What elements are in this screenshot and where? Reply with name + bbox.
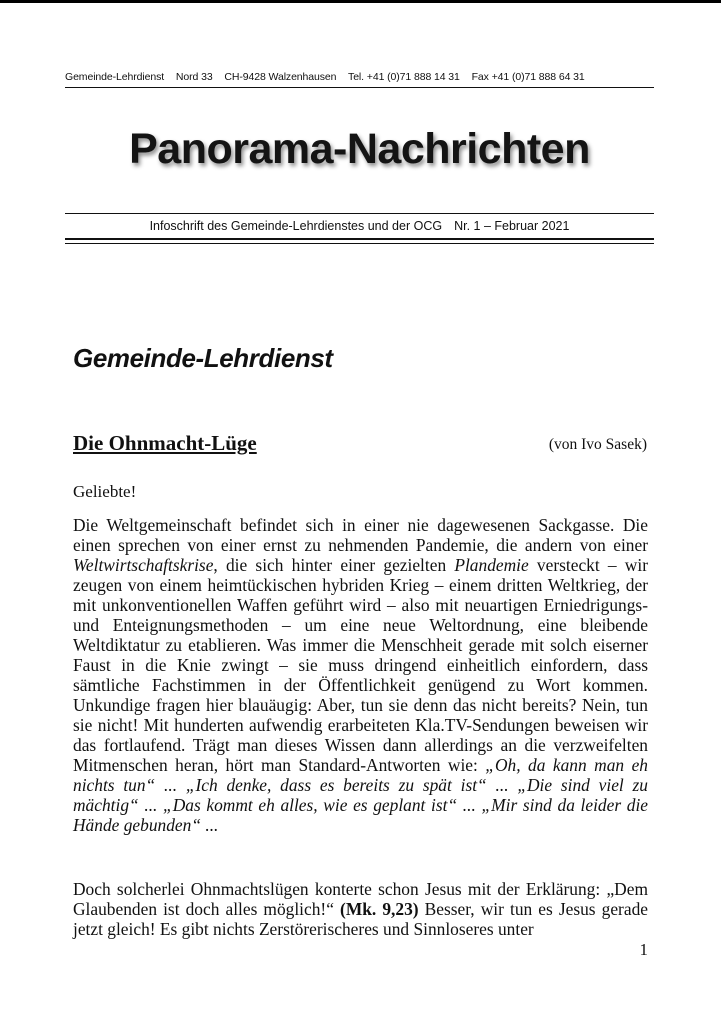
emphasis-weltwirtschaftskrise: Weltwirtschaftskrise [73,555,214,575]
masthead-rule-top [65,213,654,214]
masthead-title: Panorama-Nachrichten [129,125,590,173]
street-address: Nord 33 [175,71,213,83]
masthead-subtitle-line [65,219,654,233]
page-top-border [0,0,721,3]
masthead-rule-bottom-1 [65,238,654,240]
paragraph-1: Die Weltgemeinschaft befindet sich in einer nie dagewesenen Sackgasse. Die einen sprechen von einer ernst zu nehmenden Pandemie, die andern von einer Weltwirtschaftskrise, die sich hinter einer gezielten Plandemie versteckt – wir zeugen von einem heimtückischen hybriden Krieg – einem dritten Weltkrieg, der mit unkonventionellen Waffen geführt wird – also mit neuartigen Erniedrigungs- und Enteignungsmethoden – um eine neue Weltordnung, eine bleibende Weltdiktatur zu etablieren. Was immer die Menschheit gerade mit solch eiserner Faust in die Knie zwingt – sie muss dringend einheitlich einfordern, dass sämtliche Fachstimmen in der Öffentlichkeit genügend zu Wort kommen. Unkundige fragen hier blauäugig: Aber, tun sie denn das nicht bereits? Nein, tun sie nicht! Mit hunderten aufwendig erarbeiteten Kla.TV-Sendungen beweisen wir das fortlaufend. Trägt man dieses Wissen dann allerdings an die verzweifelten Mitmenschen heran, hört man Standard-Antworten wie: „Oh, da kann man eh nichts tun“ ... „Ich denke, dass es bereits zu spät ist“ ... „Die sind viel zu mächtig“ ... „Das kommt eh alles, wie es geplant ist“ ... „Mir sind da leider die Hände gebunden“ ... [73,515,648,835]
article-title: Die Ohnmacht-Lüge [73,431,257,455]
quoted-standard-answers: „Oh, da kann man eh nichts tun“ ... „Ich denke, dass es bereits zu spät ist“ ... „Die sind viel zu mächtig“ ... „Das kommt eh alles, wie es geplant ist“ ... „Mir sind da leider die Hände gebunden“ ... [73,755,648,835]
fax: Fax +41 (0)71 888 64 31 [471,71,585,83]
greeting: Geliebte! [73,482,137,501]
masthead-subtitle: Infoschrift des Gemeinde-Lehrdienstes und der OCG [149,219,443,233]
org-name: Gemeinde-Lehrdienst [65,71,165,83]
bible-reference: (Mk. 9,23) [340,899,419,919]
page-number: 1 [639,940,648,959]
issue-number: Nr. 1 – Februar 2021 [454,219,570,233]
section-title: Gemeinde-Lehrdienst [73,343,333,373]
city: CH-9428 Walzenhausen [224,71,337,83]
phone: Tel. +41 (0)71 888 14 31 [348,71,460,83]
emphasis-plandemie: Plandemie [454,555,529,575]
paragraph-2: Doch solcherlei Ohnmachtslügen konterte schon Jesus mit der Erklärung: „Dem Glaubenden ist doch alles möglich!“ (Mk. 9,23) Besser, wir tun es Jesus gerade jetzt gleich! Es gibt nichts Zerstörerischeres und Sinnloseres unter [73,879,648,939]
header-rule [65,87,654,88]
article-author: (von Ivo Sasek) [548,436,647,453]
masthead-rule-bottom-2 [65,243,654,244]
contact-header [65,71,655,83]
